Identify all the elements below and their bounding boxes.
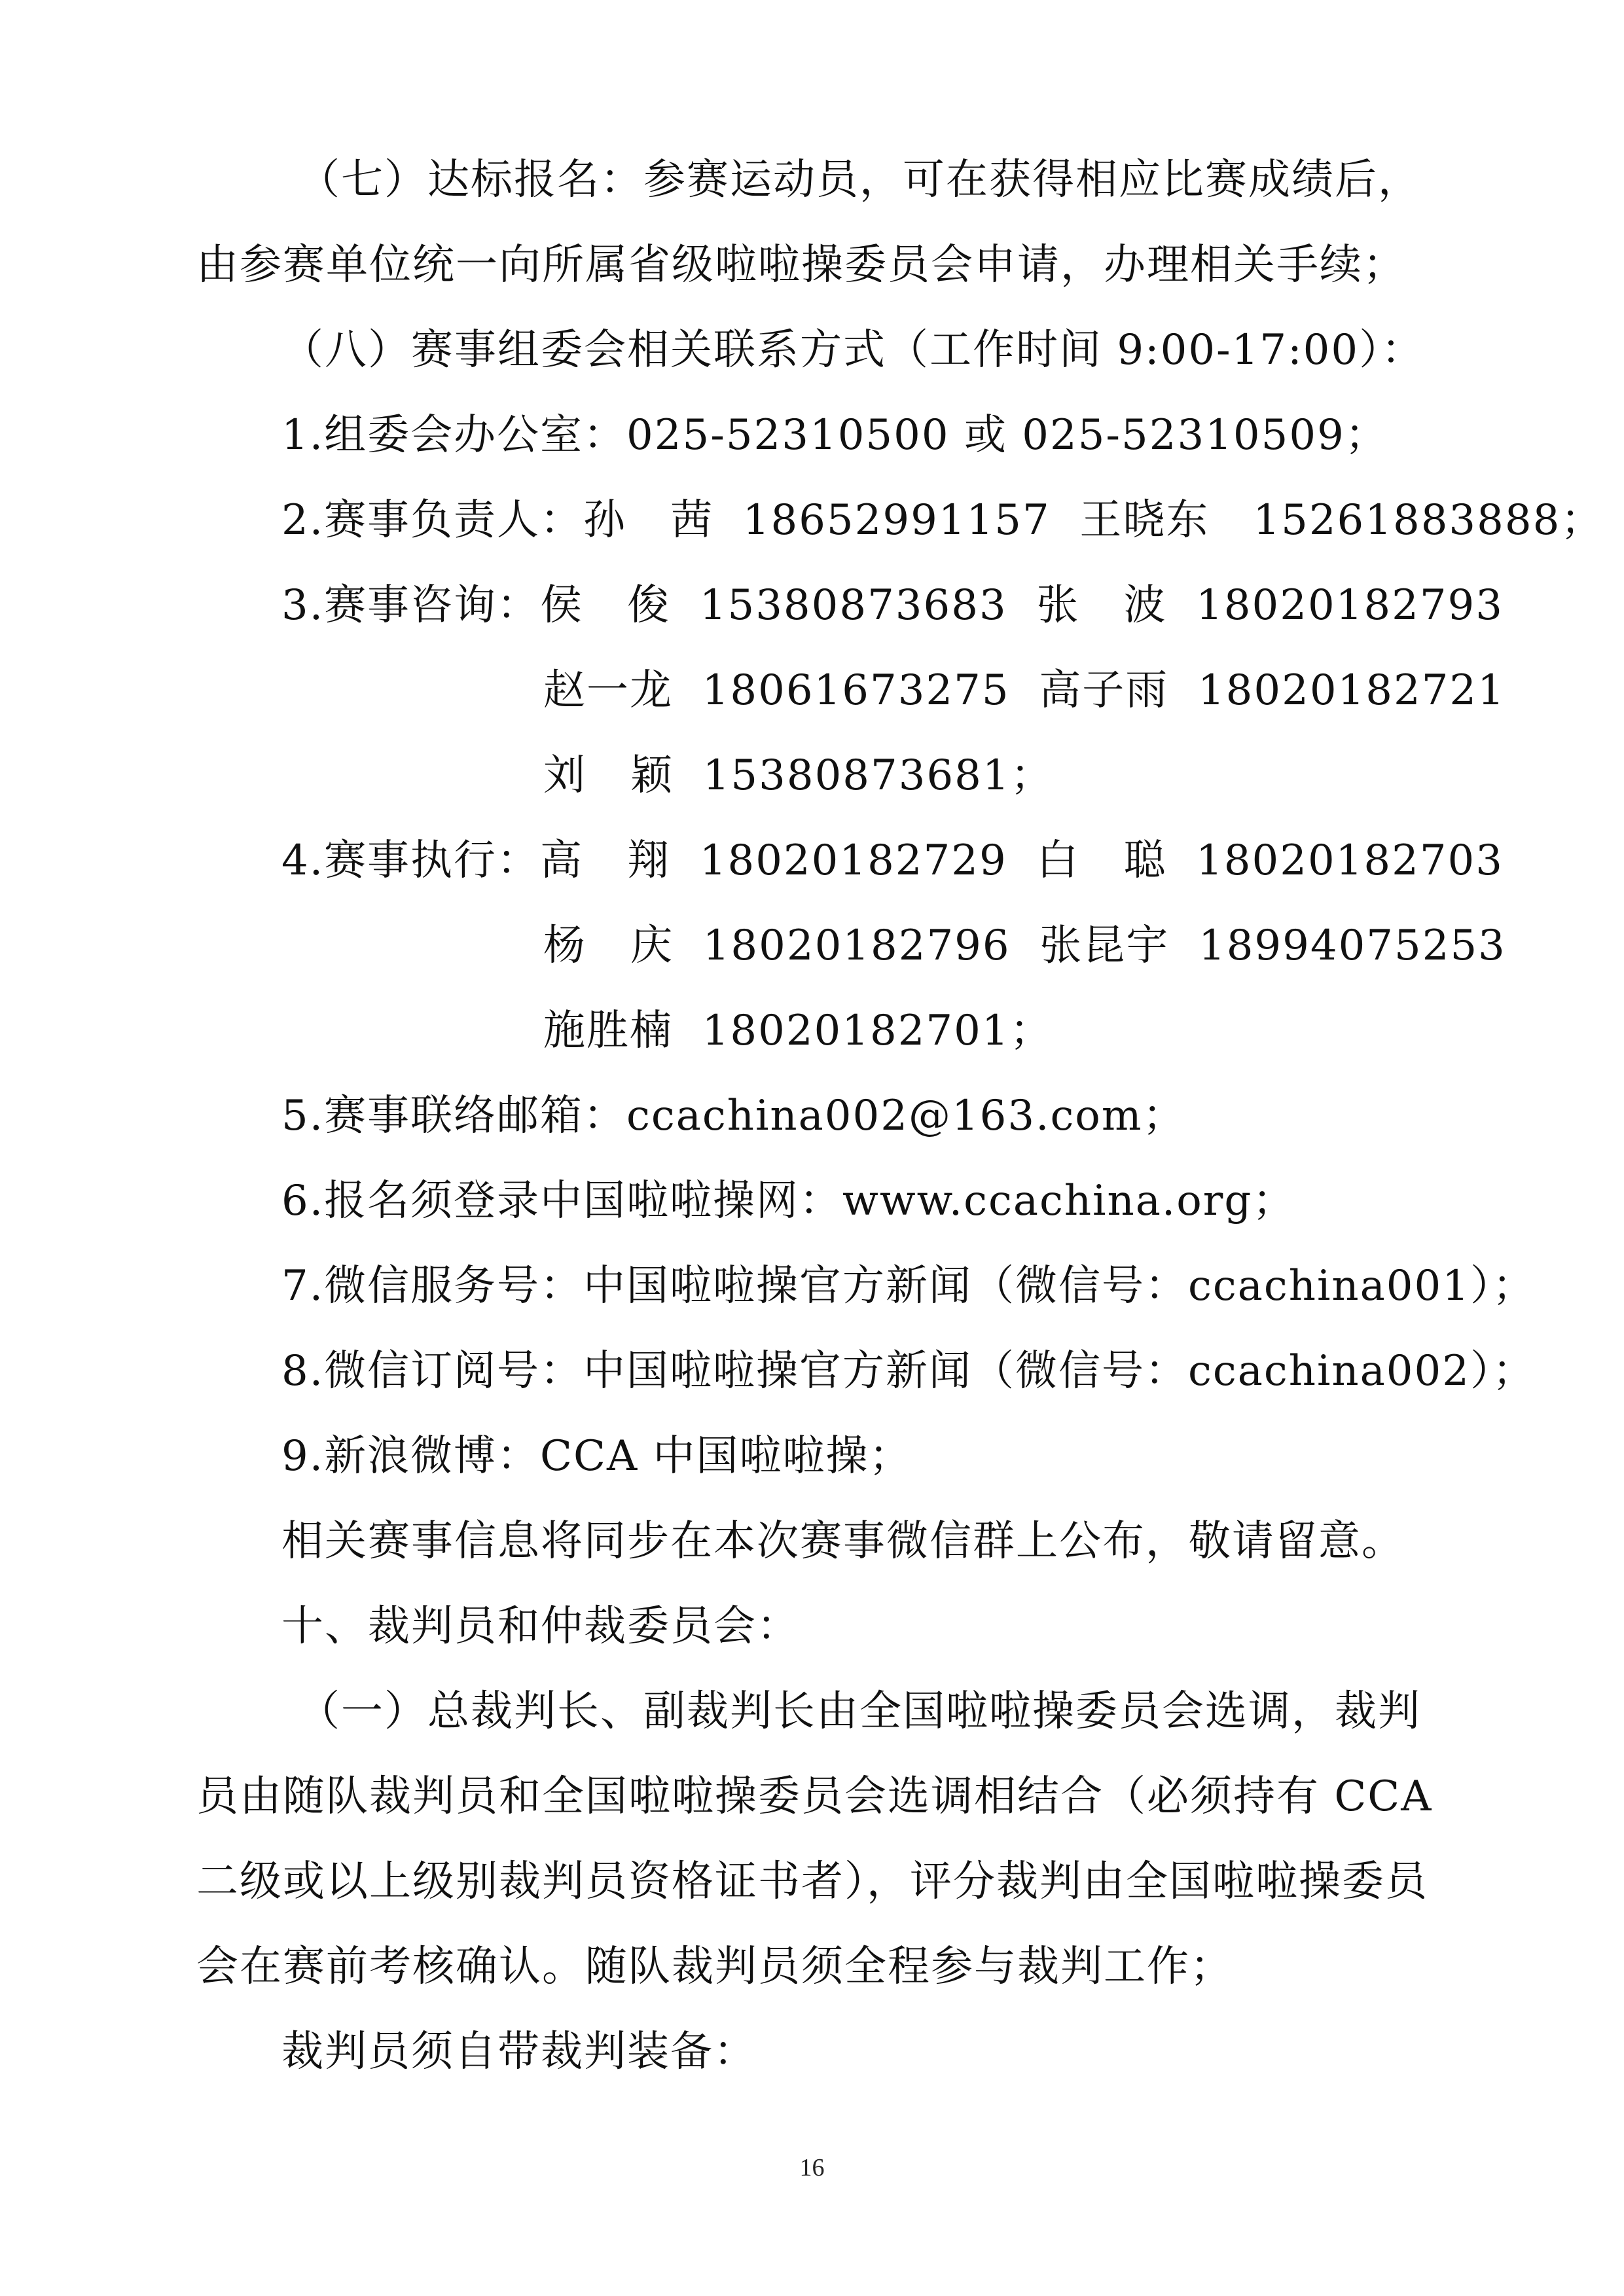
section-10-1-line3: 二级或以上级别裁判员资格证书者），评分裁判由全国啦啦操委员 <box>196 1857 1428 1906</box>
contact-email: 5.赛事联络邮箱：ccachina002@163.com； <box>281 1092 1186 1140</box>
contact-website: 6.报名须登录中国啦啦操网：www.ccachina.org； <box>281 1177 1296 1225</box>
page-number: 16 <box>799 2154 825 2181</box>
notice-text: 相关赛事信息将同步在本次赛事微信群上公布，敬请留意。 <box>281 1517 1405 1566</box>
paragraph-7-line1: （七）达标报名：参赛运动员，可在获得相应比赛成绩后， <box>298 156 1421 204</box>
contact-wechat-subscription: 8.微信订阅号：中国啦啦操官方新闻（微信号：ccachina002）； <box>281 1347 1536 1395</box>
section-10-1-line4: 会在赛前考核确认。随队裁判员须全程参与裁判工作； <box>196 1943 1233 1991</box>
contact-execution-2: 杨 庆 18020182796 张昆宇 18994075253 <box>543 922 1506 970</box>
contact-consult-2: 赵一龙 18061673275 高子雨 18020182721 <box>543 666 1506 715</box>
contact-office: 1.组委会办公室：025-52310500 或 025-52310509； <box>281 411 1388 459</box>
section-10-heading: 十、裁判员和仲裁委员会： <box>281 1602 800 1651</box>
paragraph-8-heading: （八）赛事组委会相关联系方式（工作时间 9:00-17:00）： <box>281 326 1425 374</box>
equipment-text: 裁判员须自带裁判装备： <box>281 2028 757 2076</box>
section-10-1-line2: 员由随队裁判员和全国啦啦操委员会选调相结合（必须持有 CCA <box>196 1772 1433 1821</box>
contact-execution-1: 4.赛事执行：高 翔 18020182729 白 聪 18020182703 <box>281 836 1504 885</box>
section-10-1-line1: （一）总裁判长、副裁判长由全国啦啦操委员会选调，裁判 <box>298 1687 1421 1736</box>
paragraph-7-line2: 由参赛单位统一向所属省级啦啦操委员会申请，办理相关手续； <box>196 241 1406 289</box>
contact-consult-1: 3.赛事咨询：侯 俊 15380873683 张 波 18020182793 <box>281 581 1504 630</box>
contact-weibo: 9.新浪微博：CCA 中国啦啦操； <box>281 1432 912 1480</box>
contact-wechat-service: 7.微信服务号：中国啦啦操官方新闻（微信号：ccachina001）； <box>281 1262 1536 1310</box>
contact-execution-3: 施胜楠 18020182701； <box>543 1007 1053 1055</box>
contact-leaders: 2.赛事负责人：孙 茜 18652991157 王晓东 15261883888； <box>281 496 1604 545</box>
contact-consult-3: 刘 颖 15380873681； <box>543 751 1054 800</box>
